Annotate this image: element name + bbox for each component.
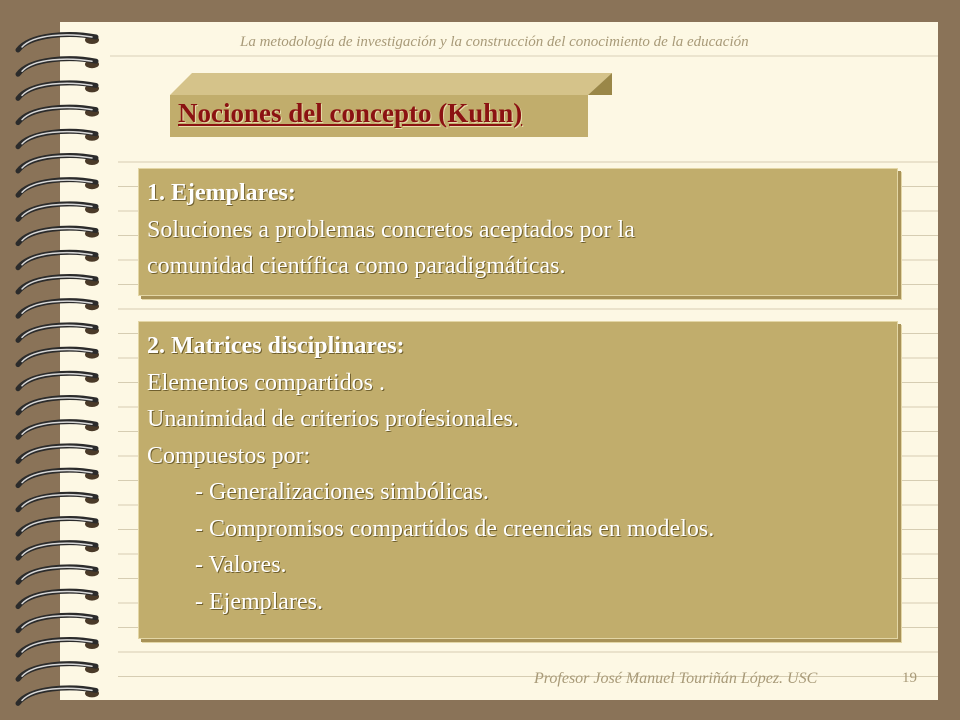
spiral-binding: [0, 0, 120, 720]
spiral-ring: [18, 470, 99, 485]
card-heading: 2. Matrices disciplinares:: [147, 333, 405, 359]
list-item: - Compromisos compartidos de creencias en modelos.: [195, 515, 715, 542]
spiral-ring: [18, 204, 99, 219]
spiral-ring: [18, 252, 99, 267]
spiral-ring: [18, 422, 99, 437]
spiral-ring: [18, 59, 99, 74]
spiral-ring: [18, 567, 99, 582]
card-line: Soluciones a problemas concretos aceptados por la: [147, 216, 635, 243]
spiral-ring: [18, 325, 99, 340]
spiral-ring: [18, 156, 99, 171]
card-line: Unanimidad de criterios profesionales.: [147, 406, 519, 432]
spiral-ring: [18, 349, 99, 364]
card-line: Elementos compartidos .: [147, 369, 385, 396]
spiral-ring: [18, 228, 99, 243]
spiral-ring: [18, 180, 99, 195]
slide-title: Nociones del concepto (Kuhn): [178, 98, 523, 128]
spiral-ring: [18, 107, 99, 122]
spiral-ring: [18, 688, 99, 703]
spiral-ring: [18, 446, 99, 461]
spiral-ring: [18, 494, 99, 509]
title-box-bevel: [170, 73, 612, 95]
page-number: 19: [902, 670, 917, 686]
card-heading: 1. Ejemplares:: [147, 180, 296, 206]
spiral-ring: [18, 591, 99, 606]
list-item: - Ejemplares.: [195, 588, 323, 615]
spiral-ring: [18, 615, 99, 630]
spiral-ring: [18, 398, 99, 413]
card-line: Compuestos por:: [147, 442, 311, 469]
list-item: - Generalizaciones simbólicas.: [195, 479, 489, 505]
spiral-ring: [18, 640, 99, 655]
spiral-ring: [18, 131, 99, 146]
spiral-ring: [18, 543, 99, 558]
spiral-ring: [18, 277, 99, 292]
card-matrices: [138, 321, 898, 639]
header-subtitle: La metodología de investigación y la construcción del conocimiento de la educación: [240, 34, 749, 50]
spiral-ring: [18, 519, 99, 534]
list-item: - Valores.: [195, 552, 287, 578]
spiral-ring: [18, 301, 99, 316]
spiral-ring: [18, 35, 99, 50]
card-ejemplares: [138, 168, 898, 296]
spiral-ring: [18, 83, 99, 98]
spiral-ring: [18, 664, 99, 679]
card-line: comunidad científica como paradigmáticas.: [147, 253, 566, 279]
spiral-ring: [18, 373, 99, 388]
footer-author: Profesor José Manuel Touriñán López. USC: [534, 670, 818, 687]
